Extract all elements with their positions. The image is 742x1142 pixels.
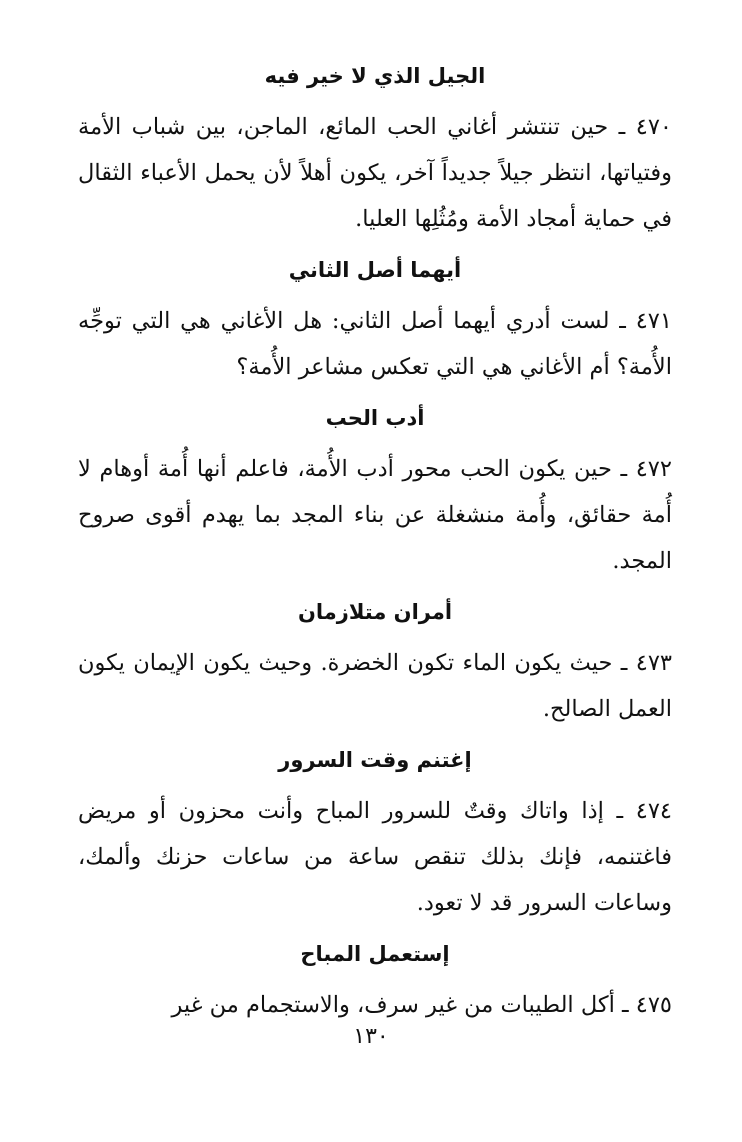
paragraph-text: إذا واتاك وقتٌ للسرور المباح وأنت محزون أو مريض فاغتنمه، فإنك بذلك تنقص ساعة من ساعات حزنك وألمك، وساعات السرور قد لا تعود. [78,798,672,916]
paragraph-number: ٤٧٣ [635,650,672,676]
section-heading: أمران متلازمان [297,600,453,624]
paragraph: ٤٧٥ ـ أكل الطيبات من غير سرف، والاستجمام من غير [171,992,672,1018]
paragraph-text: حيث يكون الماء تكون الخضرة. وحيث يكون الإيمان يكون العمل الصالح. [78,650,672,722]
paragraph-number: ٤٧٠ [635,114,672,140]
section-heading: إغتنم وقت السرور [278,748,472,772]
paragraph-text: أكل الطيبات من غير سرف، والاستجمام من غير [171,992,615,1018]
page-body [78,60,672,1040]
paragraph-number: ٤٧٢ [635,456,672,482]
section-heading: الجيل الذي لا خير فيه [264,64,486,88]
paragraph-text: لست أدري أيهما أصل الثاني: هل الأغاني هي التي توجِّه الأُمة؟ أم الأغاني هي التي تعكس مشاعر الأُمة؟ [78,308,672,380]
paragraph-number: ٤٧٤ [635,798,672,824]
paragraph: ٤٧٠ ـ حين تنتشر أغاني الحب المائع، الماجن، بين شباب الأمة وفتياتها، انتظر جيلاً جديداً آخر، يكون أهلاً لأن يحمل الأعباء الثقال في حماية أمجاد الأمة ومُثُلِها العليا. [78,114,672,232]
section-heading: أيهما أصل الثاني [288,258,462,282]
paragraph-number: ٤٧١ [635,308,672,334]
paragraph-number: ٤٧٥ [635,992,672,1018]
paragraph: ٤٧٤ ـ إذا واتاك وقتٌ للسرور المباح وأنت محزون أو مريض فاغتنمه، فإنك بذلك تنقص ساعة من ساعات حزنك وألمك، وساعات السرور قد لا تعود. [78,798,672,916]
section-heading: إستعمل المباح [300,942,450,966]
page-number: ١٣٠ [353,1024,389,1049]
paragraph: ٤٧٣ ـ حيث يكون الماء تكون الخضرة. وحيث يكون الإيمان يكون العمل الصالح. [78,650,672,722]
paragraph-text: حين يكون الحب محور أدب الأُمة، فاعلم أنها أُمة أوهام لا أُمة حقائق، وأُمة منشغلة عن بناء المجد بما يهدم أقوى صروح المجد. [78,456,672,574]
paragraph: ٤٧٢ ـ حين يكون الحب محور أدب الأُمة، فاعلم أنها أُمة أوهام لا أُمة حقائق، وأُمة منشغلة عن بناء المجد بما يهدم أقوى صروح المجد. [78,456,672,574]
paragraph: ٤٧١ ـ لست أدري أيهما أصل الثاني: هل الأغاني هي التي توجِّه الأُمة؟ أم الأغاني هي التي تعكس مشاعر الأُمة؟ [78,308,672,380]
section-heading: أدب الحب [325,406,425,430]
paragraph-text: حين تنتشر أغاني الحب المائع، الماجن، بين شباب الأمة وفتياتها، انتظر جيلاً جديداً آخر، يكون أهلاً لأن يحمل الأعباء الثقال في حماية أمجاد الأمة ومُثُلِها العليا. [78,114,672,232]
